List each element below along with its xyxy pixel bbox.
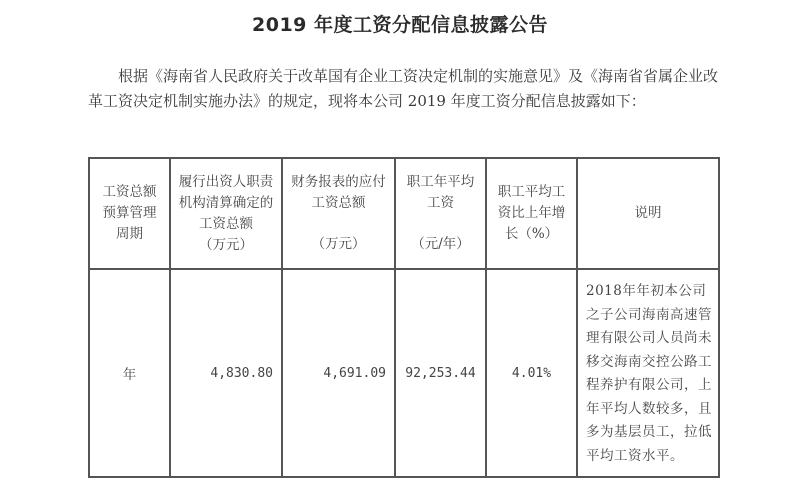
cell-growth: 4.01%: [486, 269, 577, 477]
header-payable-total: 财务报表的应付工资总额 （万元）: [282, 158, 395, 269]
header-avg-salary: 职工年平均工资 （元/年）: [395, 158, 486, 269]
cell-approved-total: 4,830.80: [170, 269, 282, 477]
page-title: 2019 年度工资分配信息披露公告: [252, 14, 548, 36]
table-header-row: [89, 158, 719, 269]
cell-avg-salary: 92,253.44: [395, 269, 486, 477]
table-row: [89, 269, 719, 477]
intro-paragraph: 根据《海南省人民政府关于改革国有企业工资决定机制的实施意见》及《海南省省属企业改革工资决定机制实施办法》的规定，现将本公司 2019 年度工资分配信息披露如下：: [88, 67, 719, 110]
cell-payable-total: 4,691.09: [282, 269, 395, 477]
cell-note: 2018年年初本公司之子公司海南高速管理有限公司人员尚未移交海南交控公路工程养护有限公司，上年平均人数较多，且多为基层员工，拉低平均工资水平。: [577, 269, 719, 477]
cell-period: 年: [89, 269, 170, 477]
header-salary-growth: 职工平均工资比上年增长（%）: [486, 158, 577, 269]
header-budget-period: 工资总额预算管理周期: [89, 158, 170, 269]
salary-disclosure-table: [88, 157, 720, 478]
header-approved-total: 履行出资人职责机构清算确定的工资总额 （万元）: [170, 158, 282, 269]
header-note: 说明: [577, 158, 719, 269]
